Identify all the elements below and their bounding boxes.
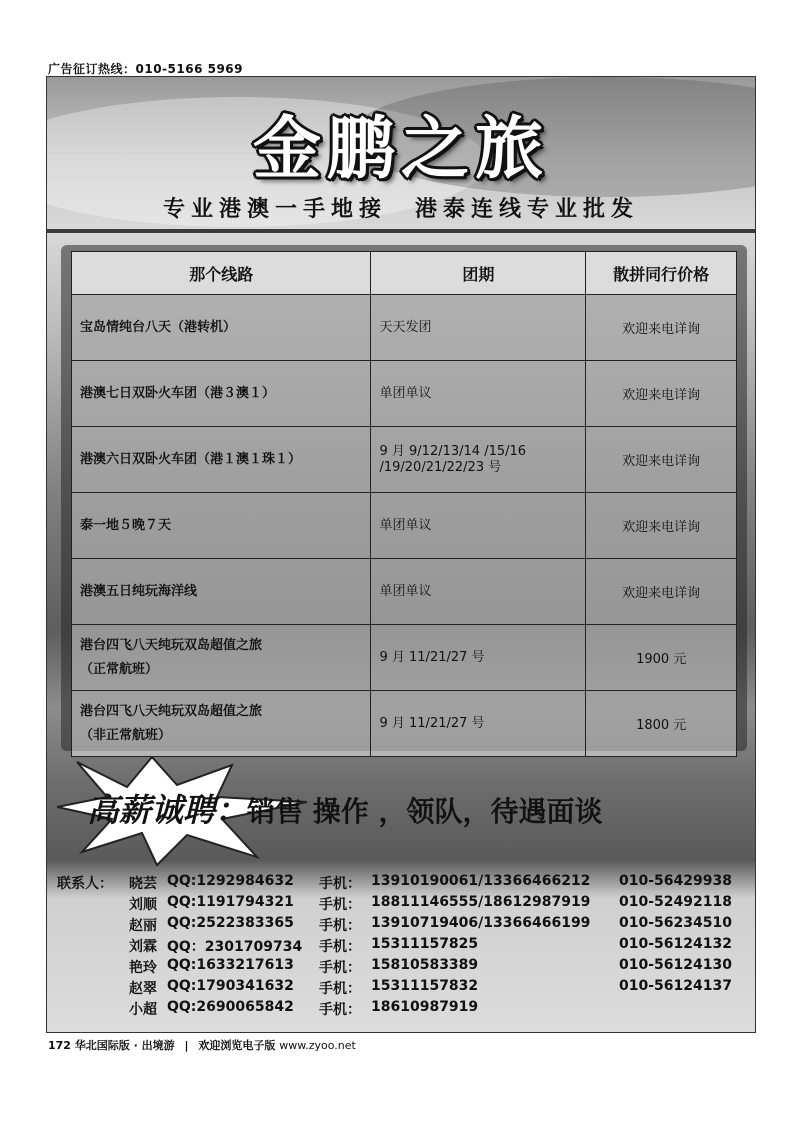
contact-qq: QQ：2301709734: [167, 939, 303, 955]
contact-mobile: 18610987919: [371, 999, 479, 1015]
route-cell: [72, 559, 371, 625]
contact-name: 晓芸: [129, 876, 157, 892]
contact-mobile: 13910719406/13366466199: [371, 915, 591, 931]
tour-dates: 天天发团: [379, 319, 432, 335]
tour-dates: 9 月 9/12/13/14 /15/16: [379, 443, 527, 459]
contact-phone: 010-56124130: [619, 957, 732, 973]
column-header-route: 那个线路: [72, 252, 371, 295]
table-row: [72, 691, 737, 757]
table-row: [72, 361, 737, 427]
contact-mobile: 18811146555/18612987919: [371, 894, 591, 910]
footer-divider: |: [184, 1039, 189, 1052]
tour-dates: 单团单议: [379, 583, 432, 599]
price-cell: 1800 元: [586, 691, 737, 757]
contact-mobile: 15311157825: [371, 936, 479, 952]
contact-mobile: 13910190061/13366466212: [371, 873, 591, 889]
contact-qq: QQ:2522383365: [167, 915, 294, 931]
recruitment-positions: 销售 操作 ，领队，待遇面谈: [247, 795, 603, 828]
table-row: [72, 559, 737, 625]
table-row: [72, 427, 737, 493]
mobile-label: 手机：: [319, 897, 361, 913]
price-cell: 欢迎来电详询: [586, 559, 737, 625]
recruitment-title: 高薪诚聘：: [87, 791, 248, 829]
tour-dates: 9 月 11/21/27 号: [379, 715, 485, 731]
route-name: 泰一地５晚７天: [80, 517, 172, 533]
price-cell: 欢迎来电详询: [586, 427, 737, 493]
table-row: [72, 295, 737, 361]
contact-phone: 010-52492118: [619, 894, 732, 910]
contact-qq: QQ:2690065842: [167, 999, 294, 1015]
table-row: [72, 493, 737, 559]
recruitment-banner: [87, 785, 603, 831]
page-number: 172: [48, 1039, 71, 1052]
contacts-label: 联系人：: [57, 876, 113, 892]
route-name: 港台四飞八天纯玩双岛超值之旅: [80, 637, 263, 653]
contact-qq: QQ:1790341632: [167, 978, 294, 994]
brand-subtitle: 专业港澳一手地接 港泰连线专业批发: [162, 197, 639, 222]
contact-qq: QQ:1633217613: [167, 957, 294, 973]
ad-hotline: 广告征订热线：010-5166 5969: [48, 62, 244, 76]
contact-phone: 010-56234510: [619, 915, 732, 931]
contact-mobile: 15810583389: [371, 957, 479, 973]
route-name: 港澳五日纯玩海洋线: [80, 583, 198, 599]
mobile-label: 手机：: [319, 939, 361, 955]
price-cell: 1900 元: [586, 625, 737, 691]
contact-name: 小超: [129, 1002, 157, 1018]
advert-panel: [46, 76, 756, 1033]
tour-dates: 9 月 11/21/27 号: [379, 649, 485, 665]
contact-name: 刘顺: [129, 897, 157, 913]
column-header-price: 散拼同行价格: [586, 252, 737, 295]
price-cell: 欢迎来电详询: [586, 295, 737, 361]
publication-name: 华北国际版 · 出境游: [74, 1039, 175, 1052]
price-cell: 欢迎来电详询: [586, 361, 737, 427]
route-name: 宝岛情纯台八天（港转机）: [80, 319, 237, 335]
table-row: [72, 625, 737, 691]
mobile-label: 手机：: [319, 876, 361, 892]
mobile-label: 手机：: [319, 981, 361, 997]
routes-table: [71, 251, 737, 757]
dates-cell: [371, 427, 586, 493]
column-header-dates: 团期: [371, 252, 586, 295]
route-note: （非正常航班）: [80, 727, 172, 743]
routes-table-container: [61, 245, 747, 751]
contact-qq: QQ:1292984632: [167, 873, 294, 889]
dates-cell: [371, 691, 586, 757]
contact-phone: 010-56429938: [619, 873, 732, 889]
contact-phone: 010-56124137: [619, 978, 732, 994]
dates-cell: [371, 295, 586, 361]
route-cell: [72, 625, 371, 691]
contact-qq: QQ:1191794321: [167, 894, 294, 910]
route-cell: [72, 691, 371, 757]
contact-name: 艳玲: [129, 960, 157, 976]
route-cell: [72, 493, 371, 559]
contact-name: 赵翠: [129, 981, 157, 997]
route-cell: [72, 361, 371, 427]
dates-cell: [371, 361, 586, 427]
route-name: 港台四飞八天纯玩双岛超值之旅: [80, 703, 263, 719]
price-cell: 欢迎来电详询: [586, 493, 737, 559]
website-link[interactable]: www.zyoo.net: [279, 1039, 356, 1052]
brand-title: 金鹏之旅: [252, 109, 549, 189]
table-header-row: [72, 252, 737, 295]
dates-cell: [371, 625, 586, 691]
route-name: 港澳六日双卧火车团（港１澳１珠１）: [80, 451, 302, 467]
mobile-label: 手机：: [319, 918, 361, 934]
contact-name: 刘霖: [129, 939, 157, 955]
route-cell: [72, 295, 371, 361]
tour-dates: 单团单议: [379, 517, 432, 533]
dates-cell: [371, 493, 586, 559]
page-footer: [48, 1037, 356, 1053]
route-cell: [72, 427, 371, 493]
tour-dates-continued: /19/20/21/22/23 号: [379, 459, 502, 475]
contact-phone: 010-56124132: [619, 936, 732, 952]
mobile-label: 手机：: [319, 960, 361, 976]
footer-slogan: 欢迎浏览电子版: [198, 1039, 276, 1052]
mobile-label: 手机：: [319, 1002, 361, 1018]
route-note: （正常航班）: [80, 661, 159, 677]
dates-cell: [371, 559, 586, 625]
header-divider: [47, 229, 755, 233]
route-name: 港澳七日双卧火车团（港３澳１）: [80, 385, 276, 401]
contact-mobile: 15311157832: [371, 978, 479, 994]
contact-name: 赵丽: [129, 918, 157, 934]
tour-dates: 单团单议: [379, 385, 432, 401]
